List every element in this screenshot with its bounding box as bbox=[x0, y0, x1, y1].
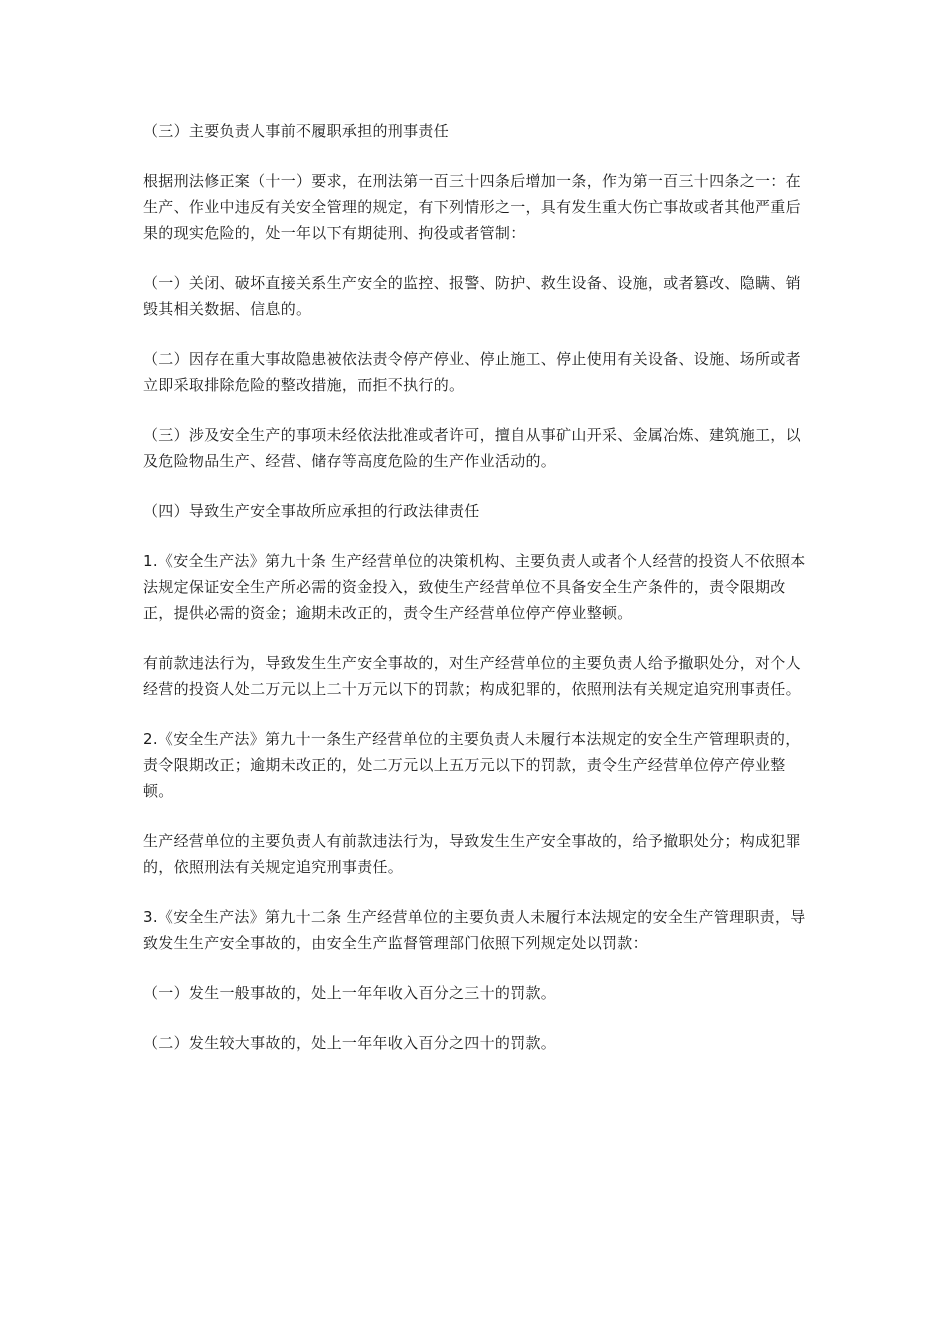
paragraph-item-1: （一）关闭、破坏直接关系生产安全的监控、报警、防护、救生设备、设施，或者篡改、隐瞒、销毁其相关数据、信息的。 bbox=[143, 274, 801, 318]
document-body bbox=[143, 118, 807, 1080]
paragraph-article-91: 2.《安全生产法》第九十一条生产经营单位的主要负责人未履行本法规定的安全生产管理职责的，责令限期改正；逾期未改正的，处二万元以上五万元以下的罚款，责令生产经营单位停产停业整顿。 bbox=[143, 730, 801, 800]
paragraph-item-3: （三）涉及安全生产的事项未经依法批准或者许可，擅自从事矿山开采、金属冶炼、建筑施工，以及危险物品生产、经营、储存等高度危险的生产作业活动的。 bbox=[143, 426, 801, 470]
paragraph-article-90: 1.《安全生产法》第九十条 生产经营单位的决策机构、主要负责人或者个人经营的投资人不依照本法规定保证安全生产所必需的资金投入，致使生产经营单位不具备安全生产条件的，责令限期改正，提供必需的资金；逾期未改正的，责令生产经营单位停产停业整顿。 bbox=[143, 552, 806, 622]
paragraph-fine-major-accident: （二）发生较大事故的，处上一年年收入百分之四十的罚款。 bbox=[143, 1034, 557, 1052]
section-heading-criminal-liability: （三）主要负责人事前不履职承担的刑事责任 bbox=[143, 122, 450, 140]
paragraph-fine-general-accident: （一）发生一般事故的，处上一年年收入百分之三十的罚款。 bbox=[143, 984, 557, 1002]
paragraph-item-2: （二）因存在重大事故隐患被依法责令停产停业、停止施工、停止使用有关设备、设施、场所或者立即采取排除危险的整改措施，而拒不执行的。 bbox=[143, 350, 801, 394]
paragraph-article-90-penalty: 有前款违法行为，导致发生生产安全事故的，对生产经营单位的主要负责人给予撤职处分，对个人经营的投资人处二万元以上二十万元以下的罚款；构成犯罪的，依照刑法有关规定追究刑事责任。 bbox=[143, 654, 801, 698]
paragraph-criminal-law-amendment: 根据刑法修正案（十一）要求，在刑法第一百三十四条后增加一条，作为第一百三十四条之一：在生产、作业中违反有关安全管理的规定，有下列情形之一，具有发生重大伤亡事故或者其他严重后果的现实危险的，处一年以下有期徒刑、拘役或者管制： bbox=[143, 172, 801, 242]
paragraph-article-92: 3.《安全生产法》第九十二条 生产经营单位的主要负责人未履行本法规定的安全生产管理职责，导致发生生产安全事故的，由安全生产监督管理部门依照下列规定处以罚款： bbox=[143, 908, 806, 952]
paragraph-article-91-penalty: 生产经营单位的主要负责人有前款违法行为，导致发生生产安全事故的，给予撤职处分；构成犯罪的，依照刑法有关规定追究刑事责任。 bbox=[143, 832, 801, 876]
section-heading-administrative-liability: （四）导致生产安全事故所应承担的行政法律责任 bbox=[143, 502, 480, 520]
